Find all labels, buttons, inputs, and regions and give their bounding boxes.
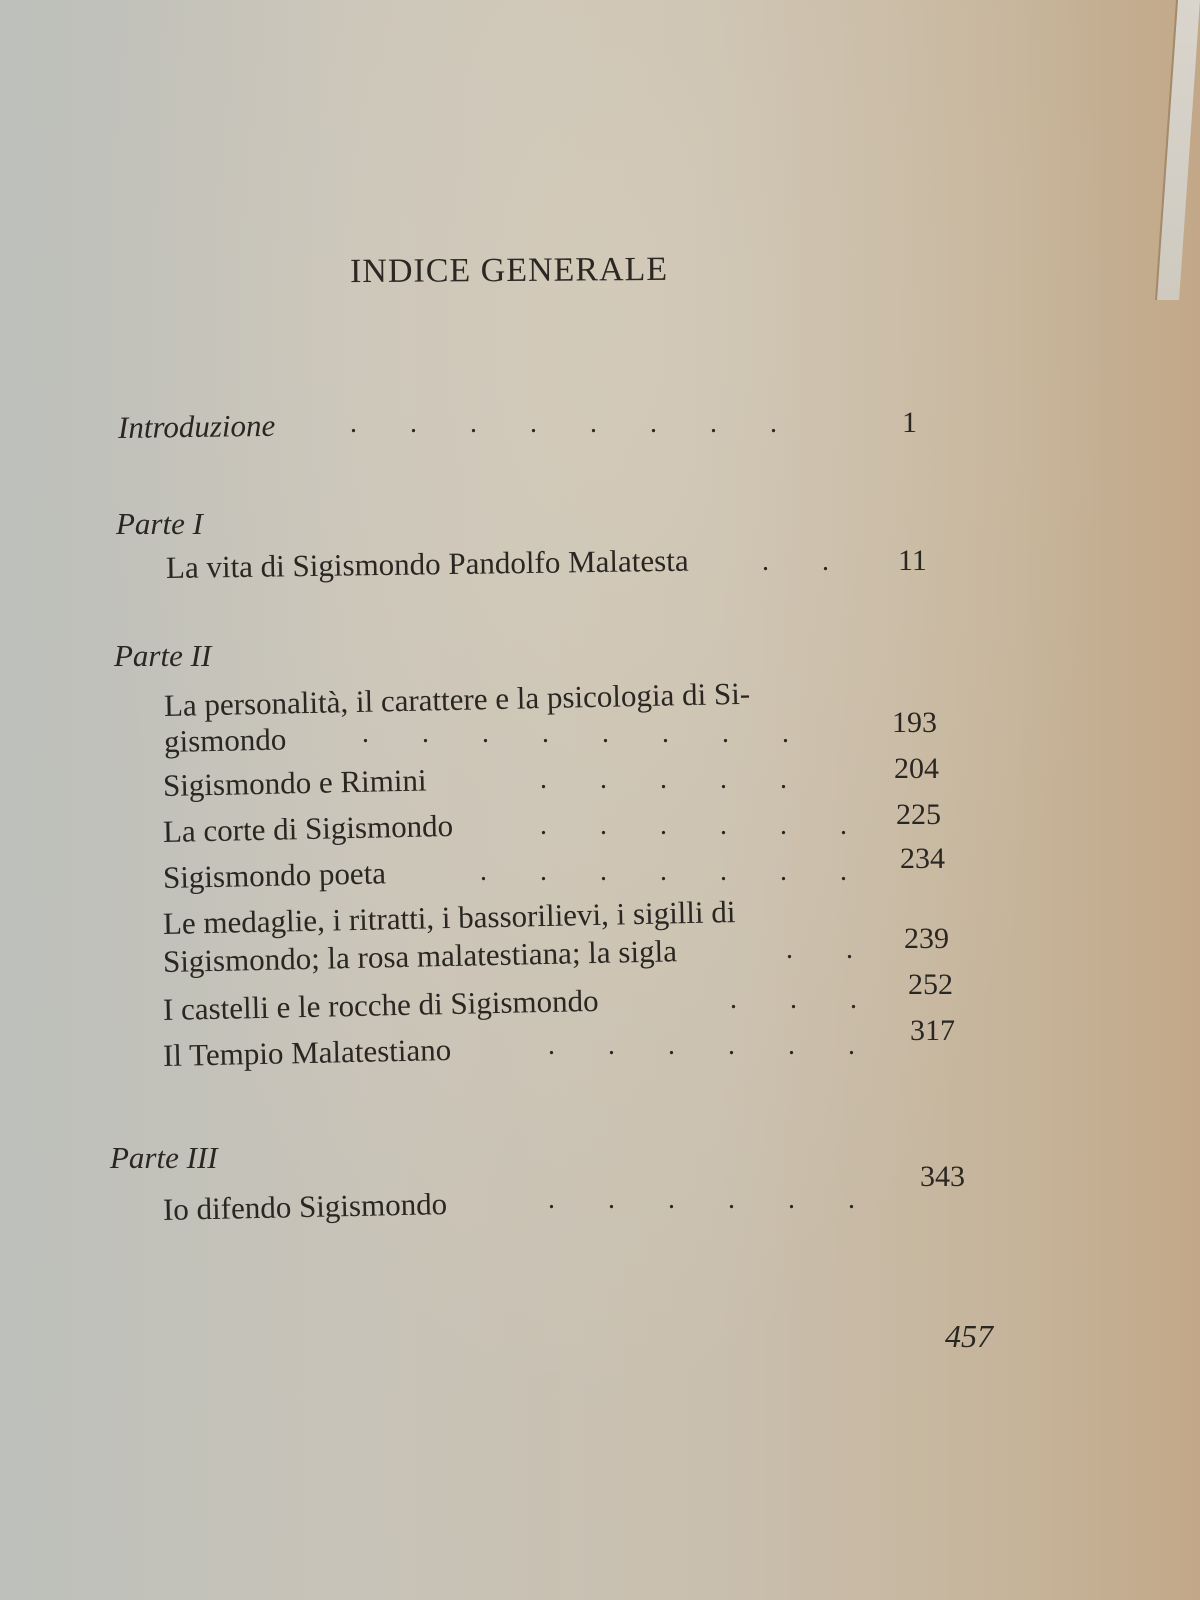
toc-page-number: 11 <box>898 544 927 577</box>
dot-leader: . . . . . <box>540 764 787 795</box>
toc-page-number: 317 <box>910 1014 955 1047</box>
toc-entry: Sigismondo e Rimini <box>162 762 427 803</box>
toc-page-number: 193 <box>892 706 937 739</box>
toc-heading-parte-2: Parte II <box>114 638 212 673</box>
dot-leader: . . . . . . <box>548 1030 855 1061</box>
toc-entry: La vita di Sigismondo Pandolfo Malatesta <box>165 542 689 585</box>
page-edge <box>1155 0 1200 300</box>
dot-leader: . . . . . . . . <box>362 718 789 749</box>
toc-page-number: 239 <box>904 922 949 955</box>
toc-page-number: 252 <box>908 968 953 1001</box>
toc-entry-line1: Le medaglie, i ritratti, i bassorilievi, i sigilli di <box>162 894 736 941</box>
dot-leader: . . <box>762 546 829 577</box>
dot-leader: . . . . . . <box>540 810 847 841</box>
dot-leader: . . . <box>730 984 857 1015</box>
toc-entry: Sigismondo poeta <box>162 855 387 895</box>
page-title: INDICE GENERALE <box>349 250 669 291</box>
toc-heading-introduzione: Introduzione <box>117 407 276 445</box>
toc-heading-parte-1: Parte I <box>116 506 203 541</box>
toc-entry: Il Tempio Malatestiano <box>162 1031 452 1073</box>
dot-leader: . . . . . . . . <box>350 408 777 439</box>
dot-leader: . . . . . . . <box>480 856 847 887</box>
toc-heading-parte-3: Parte III <box>110 1140 218 1175</box>
toc-page-number: 234 <box>900 842 945 875</box>
page-folio-number: 457 <box>945 1318 993 1354</box>
toc-entry-line2: gismondo <box>163 721 287 759</box>
toc-entry-line1: La personalità, il carattere e la psicologia di Si- <box>163 675 751 723</box>
toc-entry: La corte di Sigismondo <box>162 807 454 849</box>
dot-leader: . . <box>786 934 853 965</box>
toc-entry: Io difendo Sigismondo <box>162 1186 448 1227</box>
toc-entry: I castelli e le rocche di Sigismondo <box>162 982 599 1027</box>
toc-page-number: 225 <box>896 798 941 831</box>
toc-page-number: 1 <box>902 406 917 439</box>
dot-leader: . . . . . . <box>548 1184 855 1215</box>
toc-entry-line2: Sigismondo; la rosa malatestiana; la sigla <box>162 933 678 979</box>
toc-page-number: 204 <box>894 752 939 785</box>
toc-page-number: 343 <box>920 1160 965 1193</box>
